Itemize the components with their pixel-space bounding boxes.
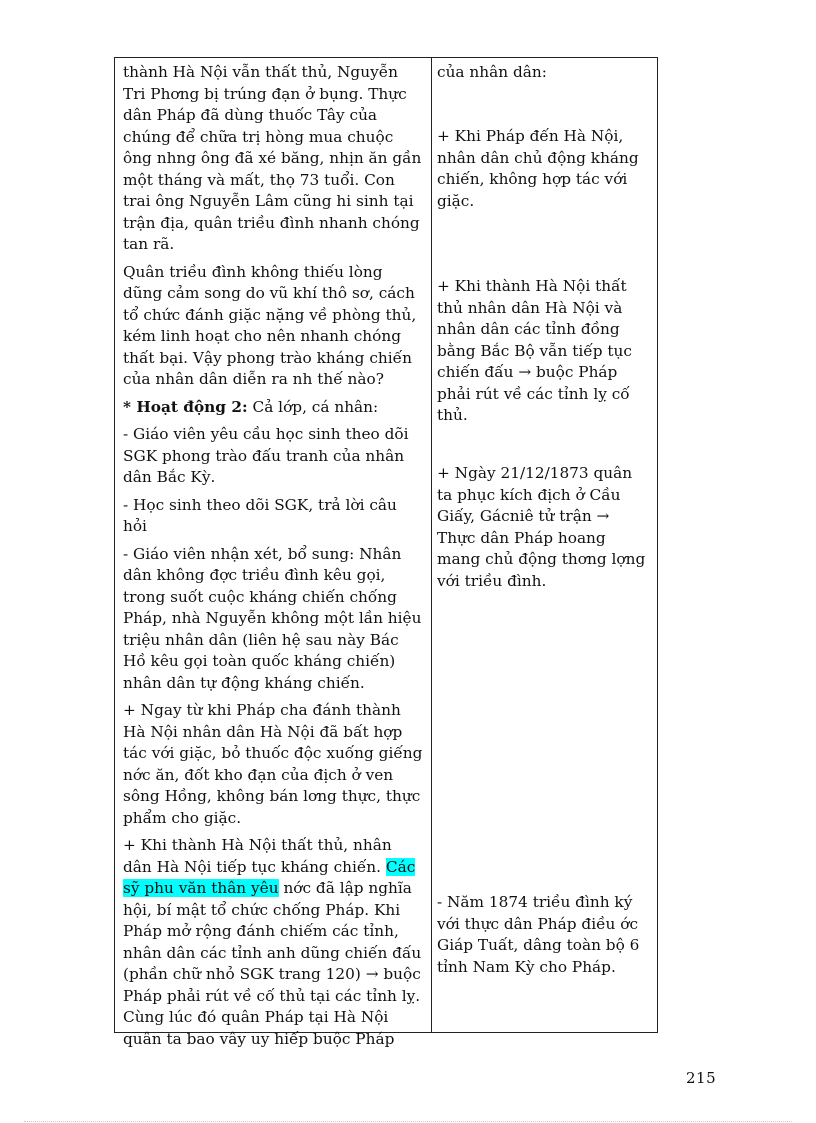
footer-rule (24, 1121, 792, 1122)
right-item-cau-giay: + Ngày 21/12/1873 quân ta phục kích địch ở Cầu Giấy, Gácniê tử trận → Thực dân Pháp hoang mang chủ động thơng lợng với triều đình. (437, 464, 646, 590)
paragraph-teacher-request: - Giáo viên yêu cầu học sinh theo dõi SGK phong trào đấu tranh của nhân dân Bắc Kỳ. (123, 425, 409, 486)
after-fall-rest: nớc đã lập nghĩa hội, bí mật tổ chức chống Pháp. Khi Pháp mở rộng đánh chiếm các tỉnh, nhân dân các tỉnh anh dũng chiến đấu (phần chữ nhỏ SGK trang 120) → buộc Pháp phải rút về cố thủ tại các tỉnh lỵ. Cùng lúc đó quân Pháp tại Hà Nội quân ta bao vây uy hiếp buộc Pháp (123, 879, 422, 1048)
teacher-activity-column (123, 62, 425, 1056)
page-number: 215 (686, 1069, 717, 1087)
highlighted-text: Các sỹ phu văn thân yêu (123, 857, 416, 897)
activity-label: * Hoạt động 2: (123, 397, 248, 416)
right-item-treaty: - Năm 1874 triều đình ký với thực dân Pháp điều ớc Giáp Tuất, dâng toàn bộ 6 tỉnh Nam Kỳ cho Pháp. (437, 893, 640, 976)
paragraph-before-attack: + Ngay từ khi Pháp cha đánh thành Hà Nội nhân dân Hà Nội đã bất hợp tác với giặc, bỏ thuốc độc xuống giếng nớc ăn, đốt kho đạn của địch ở ven sông Hồng, không bán lơng thực, thực phẩm cho giặc. (123, 701, 423, 827)
column-divider (431, 58, 432, 1032)
right-item-resistance: + Khi Pháp đến Hà Nội, nhân dân chủ động kháng chiến, không hợp tác với giặc. (437, 127, 639, 210)
after-fall-intro: + Khi thành Hà Nội thất thủ, nhân dân Hà Nội tiếp tục kháng chiến. (123, 836, 392, 876)
right-item-after-fall: + Khi thành Hà Nội thất thủ nhân dân Hà Nội và nhân dân các tỉnh đồng bằng Bắc Bộ vẫn tiếp tục chiến đấu → buộc Pháp phải rút về các tỉnh lỵ cố thủ. (437, 277, 632, 424)
activity-heading (123, 397, 425, 419)
paragraph-after-fall (123, 835, 425, 1050)
activity-mode: Cả lớp, cá nhân: (247, 397, 379, 416)
paragraph-nguyen-tri-phuong: thành Hà Nội vẫn thất thủ, Nguyễn Tri Phơng bị trúng đạn ở bụng. Thực dân Pháp đã dùng thuốc Tây của chúng để chữa trị hòng mua chuộc ông nhng ông đã xé băng, nhịn ăn gần một tháng và mất, thọ 73 tuổi. Con trai ông Nguyễn Lâm cũng hi sinh tại trận địa, quân triều đình nhanh chóng tan rã. (123, 63, 422, 253)
lesson-table (114, 57, 658, 1048)
paragraph-teacher-comment: - Giáo viên nhận xét, bổ sung: Nhân dân không đợc triều đình kêu gọi, trong suốt cuộc kháng chiến chống Pháp, nhà Nguyễn không một lần hiệu triệu nhân dân (liên hệ sau này Bác Hồ kêu gọi toàn quốc kháng chiến) nhân dân tự động kháng chiến. (123, 544, 422, 692)
paragraph-question: Quân triều đình không thiếu lòng dũng cảm song do vũ khí thô sơ, cách tổ chức đánh giặc nặng về phòng thủ, kém linh hoạt cho nên nhanh chóng thất bại. Vậy phong trào kháng chiến của nhân dân diễn ra nh thế nào? (123, 262, 417, 388)
paragraph-student-task: - Học sinh theo dõi SGK, trả lời câu hỏi (123, 495, 397, 535)
right-heading: của nhân dân: (437, 63, 547, 81)
